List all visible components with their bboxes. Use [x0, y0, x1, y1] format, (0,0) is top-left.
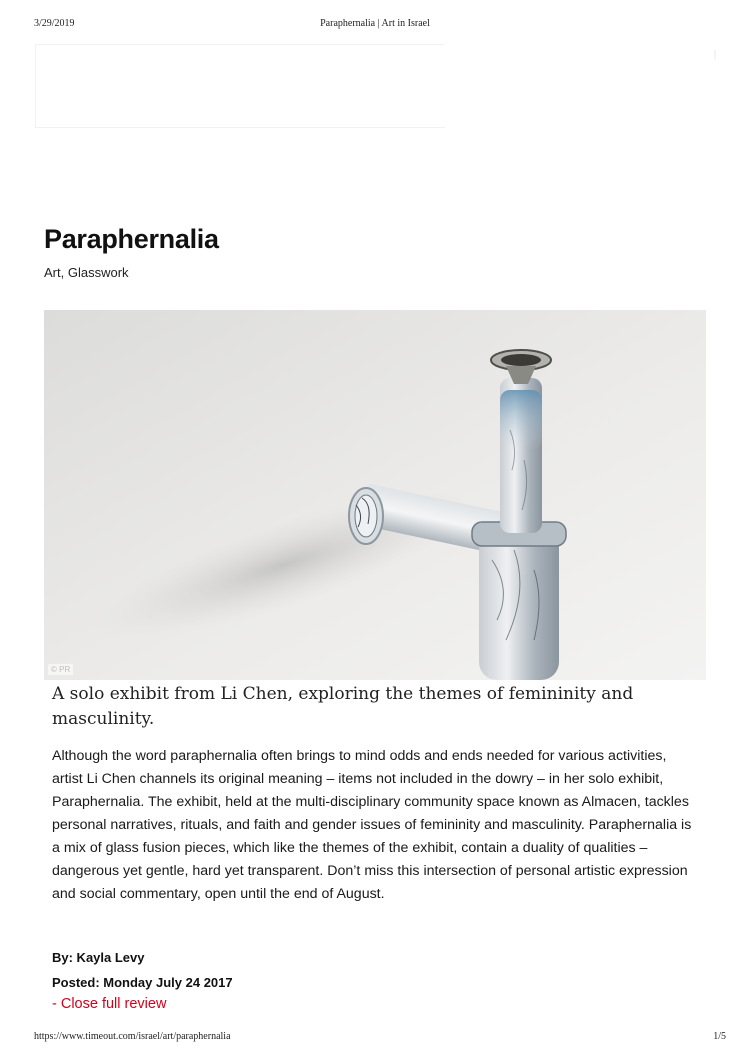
article-standfirst: A solo exhibit from Li Chen, exploring the themes of femininity and masculinity. — [52, 684, 634, 729]
article-title: Paraphernalia — [44, 224, 219, 254]
close-full-review-link[interactable]: - Close full review — [52, 996, 167, 1012]
advertisement-placeholder — [35, 44, 445, 128]
tag-separator: , — [60, 265, 68, 280]
print-page-number: 1/5 — [713, 1031, 726, 1042]
ad-fragment — [714, 50, 716, 60]
author-byline: By: Kayla Levy — [52, 950, 145, 965]
category-tags — [44, 265, 129, 280]
tag-glasswork-link[interactable]: Glasswork — [67, 265, 129, 280]
print-page-title: Paraphernalia | Art in Israel — [320, 18, 430, 29]
article-body: Although the word paraphernalia often brings to mind odds and ends needed for various activities, artist Li Chen channels its original meaning – items not included in the dowry – in her solo exhibit, Paraphernalia. The exhibit, held at the multi-disciplinary community space known as Almacen, tackles personal narratives, rituals, and faith and gender issues of femininity and masculinity. Paraphernalia is a mix of glass fusion pieces, which like the themes of the exhibit, contain a duality of qualities – dangerous yet gentle, hard yet transparent. Don’t miss this intersection of personal artistic expression and social commentary, open until the end of August. — [52, 748, 692, 902]
posted-date: Posted: Monday July 24 2017 — [52, 975, 233, 990]
tag-art-link[interactable]: Art — [44, 265, 61, 280]
image-credit: © PR — [48, 664, 73, 675]
print-date: 3/29/2019 — [34, 18, 75, 29]
glass-sculpture-photo — [44, 310, 706, 680]
hero-image — [44, 310, 706, 680]
print-url: https://www.timeout.com/israel/art/paraphernalia — [34, 1031, 231, 1042]
